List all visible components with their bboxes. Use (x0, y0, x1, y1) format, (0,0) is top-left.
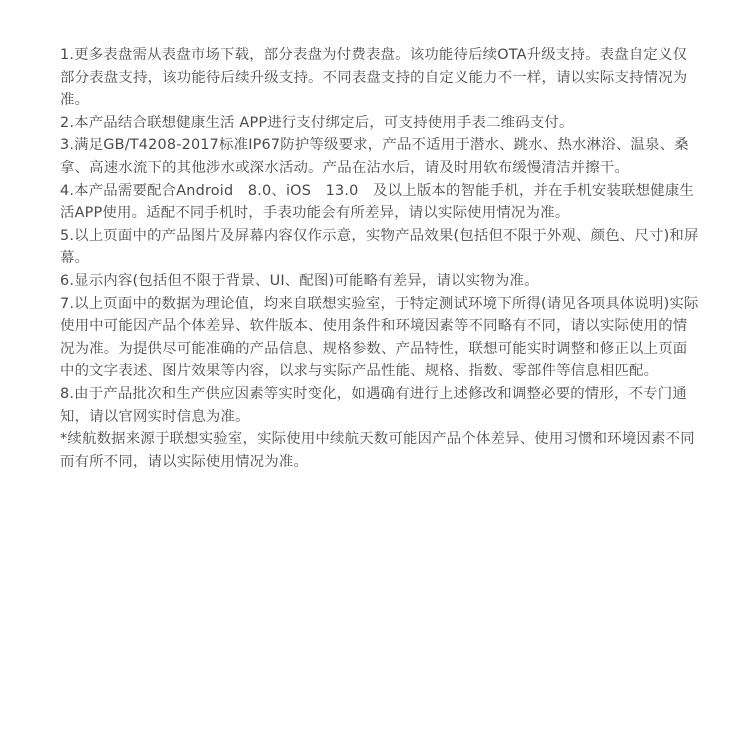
note-battery-life: *续航数据来源于联想实验室，实际使用中续航天数可能因产品个体差异、使用习惯和环境因素不同而有所不同，请以实际使用情况为准。 (60, 431, 695, 470)
note-4-compatibility: 4.本产品需要配合Android 8.0、iOS 13.0 及以上版本的智能手机，并在手机安装联想健康生活APP使用。适配不同手机时，手表功能会有所差异，请以实际使用情况为准。 (60, 182, 695, 222)
note-1-watch-faces: 1.更多表盘需从表盘市场下载，部分表盘为付费表盘。该功能待后续OTA升级支持。表盘自定义仅部分表盘支持，该功能待后续升级支持。不同表盘支持的自定义能力不一样，请以实际支持情况为准。 (60, 47, 688, 109)
note-2-payment: 2.本产品结合联想健康生活 APP进行支付绑定后，可支持使用手表二维码支付。 (60, 114, 574, 131)
note-8-changes: 8.由于产品批次和生产供应因素等实时变化，如遇确有进行上述修改和调整必要的情形，不专门通知，请以官网实时信息为准。 (60, 385, 687, 425)
note-3-water-resistance: 3.满足GB/T4208-2017标准IP67防护等级要求，产品不适用于潜水、跳水、热水淋浴、温泉、桑拿、高速水流下的其他涉水或深水活动。产品在沾水后，请及时用软布缓慢清洁并擦干。 (60, 137, 689, 176)
note-5-product-images: 5.以上页面中的产品图片及屏幕内容仅作示意，实物产品效果(包括但不限于外观、颜色、尺寸)和屏幕。 (60, 227, 699, 267)
note-6-display-content: 6.显示内容(包括但不限于背景、UI、配图)可能略有差异，请以实物为准。 (60, 272, 539, 289)
note-7-theoretical-data: 7.以上页面中的数据为理论值，均来自联想实验室，于特定测试环境下所得(请见各项具体说明)实际使用中可能因产品个体差异、软件版本、使用条件和环境因素等不同略有不同，请以实际使用的情况为准。为提供尽可能准确的产品信息、规格参数、产品特性，联想可能实时调整和修正以上页面中的文字表述、图片效果等内容，以求与实际产品性能、规格、指数、零部件等信息相匹配。 (60, 295, 699, 380)
disclaimer-notes (60, 44, 700, 473)
